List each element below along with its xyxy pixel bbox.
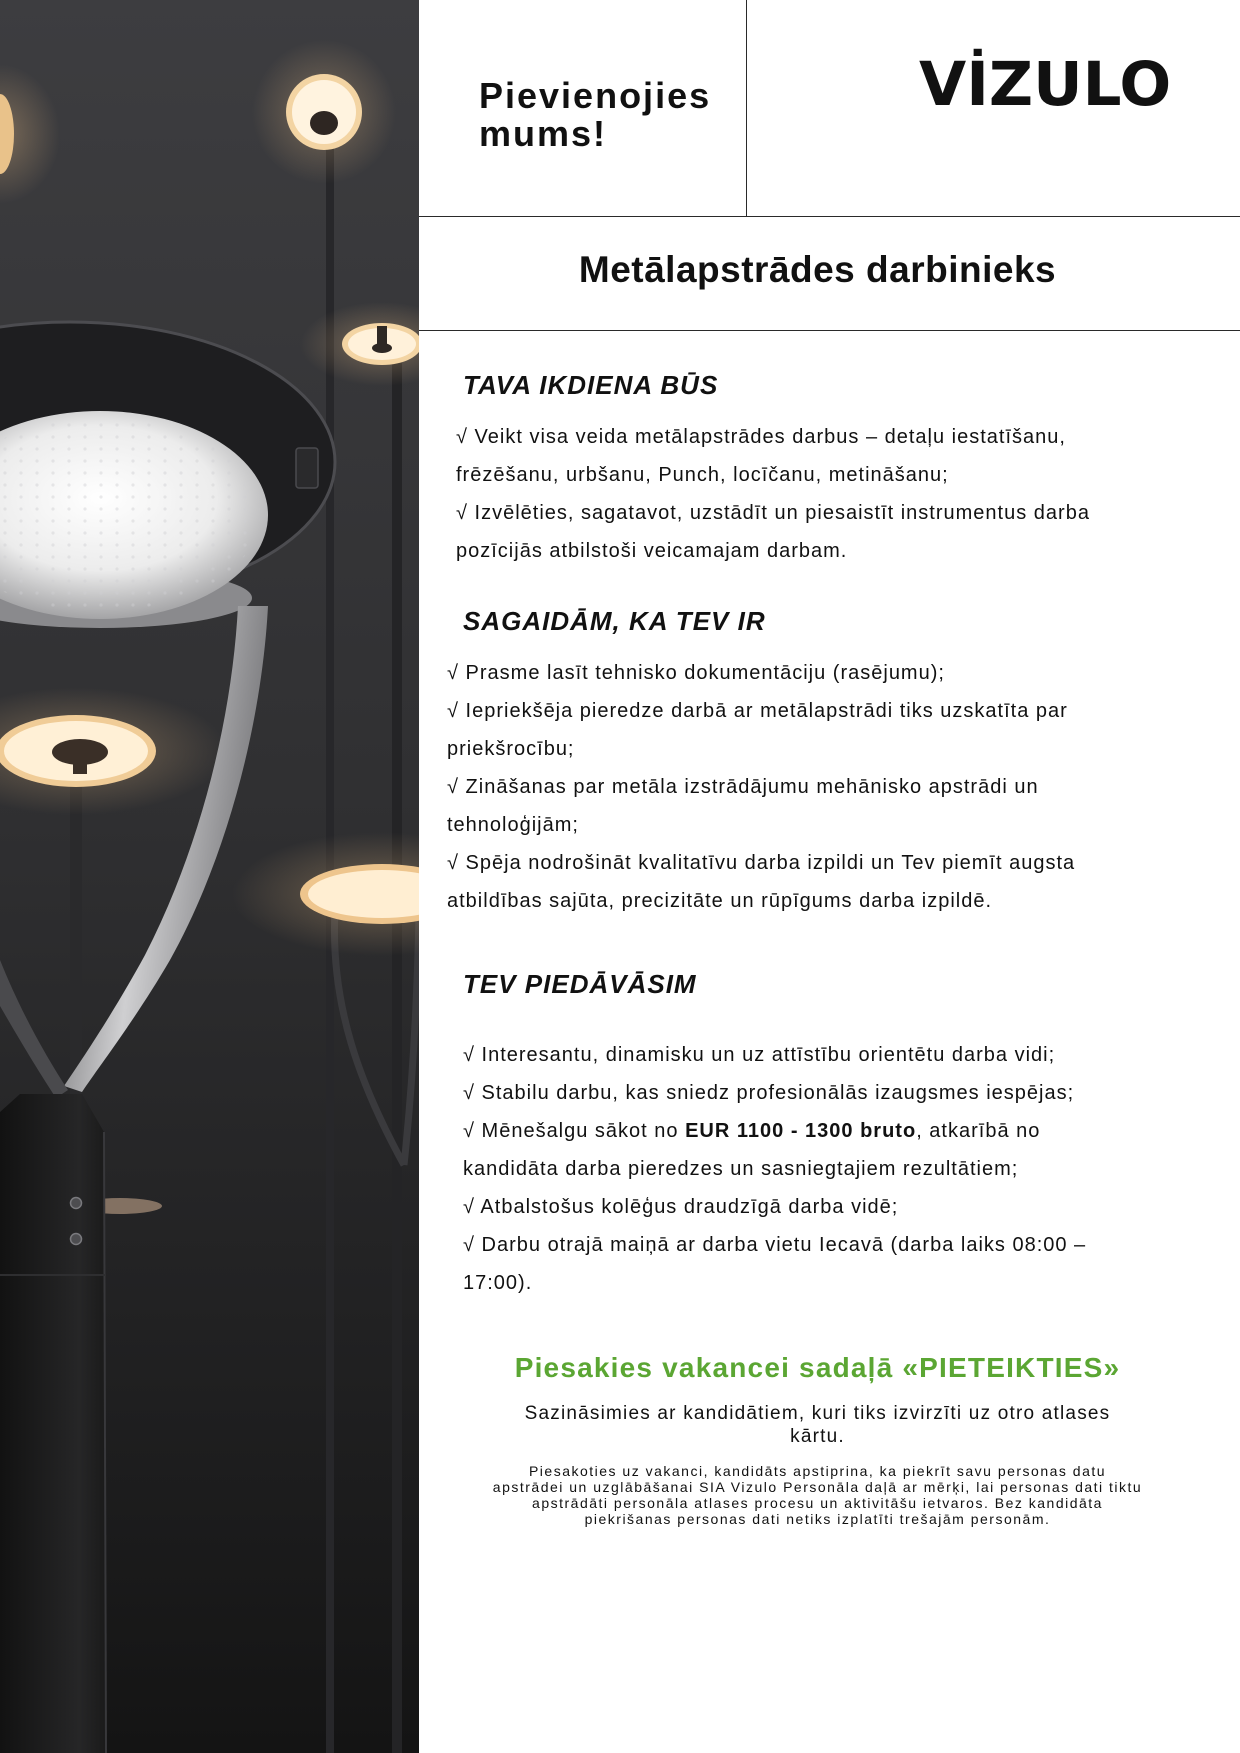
list-item: √ Spēja nodrošināt kvalitatīvu darba izpildi un Tev piemīt augsta — [447, 852, 1076, 874]
disclaimer-line: apstrādei un uzglābāšanai SIA Vizulo Personāla daļā ar mērķi, lai personas dati tiktu — [492, 1479, 1143, 1495]
requirements-heading: SAGAIDĀM, KA TEV IR — [463, 606, 766, 636]
disclaimer-line: Piesakoties uz vakanci, kandidāts apstiprina, ka piekrīt savu personas datu — [528, 1463, 1107, 1479]
list-item: √ Interesantu, dinamisku un uz attīstību orientētu darba vidi; — [463, 1044, 1056, 1066]
content-panel — [419, 0, 1240, 1753]
daily-tasks-heading: TAVA IKDIENA BŪS — [463, 370, 719, 400]
disclaimer-line: apstrādāti personāla atlases procesu un aktivitāšu ietvaros. Bez kandidāta — [532, 1495, 1103, 1511]
list-item: kandidāta darba pieredzes un sasniegtajiem rezultātiem; — [463, 1158, 1019, 1180]
list-item: 17:00). — [463, 1272, 533, 1294]
title-bottom-rule — [419, 330, 1240, 331]
join-us-heading — [479, 77, 711, 153]
salary-prefix: √ Mēnešalgu sākot no — [463, 1120, 686, 1142]
offer-heading: TEV PIEDĀVĀSIM — [463, 969, 697, 999]
screw-icon — [71, 1234, 82, 1245]
list-item: √ Zināšanas par metāla izstrādājumu mehānisko apstrādi un — [447, 776, 1039, 798]
contact-note — [419, 1402, 1216, 1448]
list-item: √ Iepriekšēja pieredze darbā ar metālapstrādi tiks uzskatīta par — [447, 700, 1068, 722]
screw-icon — [71, 1198, 82, 1209]
list-item: √ Prasme lasīt tehnisko dokumentāciju (rasējumu); — [447, 662, 945, 684]
privacy-disclaimer — [419, 1463, 1216, 1527]
list-item: √ Veikt visa veida metālapstrādes darbus – detaļu iestatīšanu, — [456, 426, 1066, 448]
salary-amount: EUR 1100 - 1300 bruto — [685, 1120, 917, 1142]
list-item: √ Atbalstošus kolēģus draudzīgā darba vidē; — [463, 1196, 899, 1218]
luminaire-pole — [0, 1094, 106, 1753]
list-item: pozīcijās atbilstoši veicamajam darbam. — [456, 540, 848, 562]
vizulo-logo: VİZULO — [919, 49, 1172, 120]
list-item: atbildības sajūta, precizitāte un rūpīgums darba izpildē. — [447, 890, 993, 912]
offer-list — [463, 1036, 1086, 1302]
salary-suffix: , atkarībā no — [916, 1120, 1041, 1142]
warm-lamp-top — [252, 40, 396, 184]
contact-note-line: kārtu. — [790, 1426, 845, 1447]
contact-note-line: Sazināsimies ar kandidātiem, kuri tiks izvirzīti uz otro atlases — [524, 1403, 1111, 1424]
list-item: tehnoloģijām; — [447, 814, 579, 836]
join-line-1: Pievienojies — [479, 75, 712, 116]
join-line-2: mums! — [479, 113, 608, 154]
apply-call-to-action: Piesakies vakancei sadaļā «PIETEIKTIES» — [514, 1352, 1121, 1383]
header-bottom-rule — [419, 216, 1240, 217]
daily-tasks-list — [456, 418, 1090, 570]
list-item: √ Darbu otrajā maiņā ar darba vietu Iecavā (darba laiks 08:00 – — [463, 1234, 1087, 1256]
job-title: Metālapstrādes darbinieks — [578, 249, 1057, 290]
salary-line — [463, 1112, 1086, 1150]
list-item: √ Izvēlēties, sagatavot, uzstādīt un piesaistīt instrumentus darba — [456, 502, 1090, 524]
header-divider — [746, 0, 747, 216]
list-item: √ Stabilu darbu, kas sniedz profesionālās izaugsmes iespējas; — [463, 1082, 1075, 1104]
list-item: priekšrocību; — [447, 738, 575, 760]
requirements-list — [447, 654, 1075, 920]
streetlight-photo — [0, 0, 419, 1753]
disclaimer-line: piekrišanas personas dati netiks izplatīti trešajām personām. — [584, 1511, 1051, 1527]
list-item: frēzēšanu, urbšanu, Punch, locīčanu, metināšanu; — [456, 464, 949, 486]
